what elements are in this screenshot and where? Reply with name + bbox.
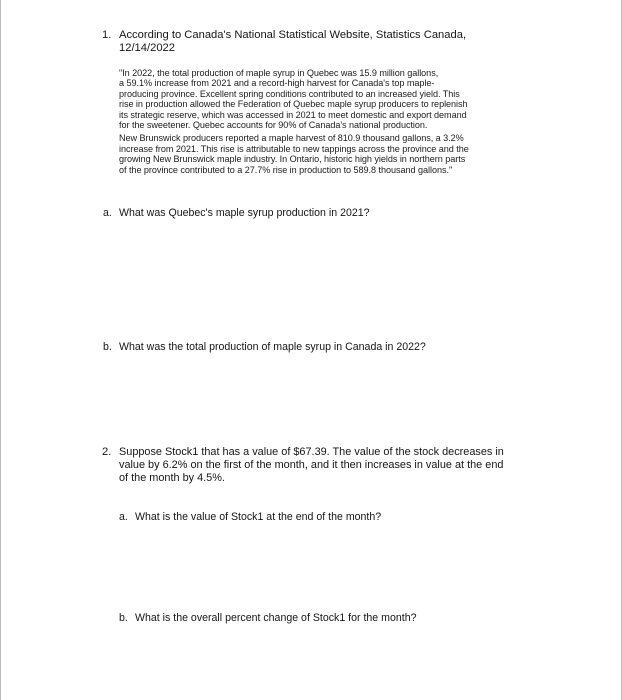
quote-line: a 59.1% increase from 2021 and a record-high harvest for Canada's top maple- [119,78,435,89]
quote-line: rise in production allowed the Federation of Quebec maple syrup producers to replenish [119,99,468,110]
question-1-number: 1. [102,29,112,41]
question-2-line-3: of the month by 4.5%. [119,472,225,484]
question-1a-text: What was Quebec's maple syrup production in 2021? [119,207,370,219]
quote-block [119,68,549,175]
quote-line: New Brunswick producers reported a maple harvest of 810.9 thousand gallons, a 3.2% [119,133,464,144]
quote-line: increase from 2021. This rise is attributable to new tappings across the province and the [119,143,469,154]
question-2a-text: What is the value of Stock1 at the end of the month? [135,511,382,523]
quote-paragraph-2 [119,133,549,175]
question-1-title-line-2: 12/14/2022 [119,42,175,54]
quote-line: of the province contributed to a 27.7% rise in production to 589.8 thousand gallons." [119,164,453,175]
question-1b-letter: b. [103,341,112,353]
quote-line: "In 2022, the total production of maple syrup in Quebec was 15.9 million gallons, [119,68,439,78]
question-1b-text: What was the total production of maple syrup in Canada in 2022? [119,341,426,353]
question-2b-letter: b. [119,612,128,624]
question-2-line-1: Suppose Stock1 that has a value of $67.39. The value of the stock decreases in [119,446,504,458]
question-1-title-line-1: According to Canada's National Statistical Website, Statistics Canada, [119,29,467,41]
question-2b-text: What is the overall percent change of Stock1 for the month? [135,612,417,624]
question-2a-letter: a. [119,511,128,523]
question-2-number: 2. [102,446,112,458]
quote-line: producing province. Excellent spring conditions contributed to an increased yield. This [119,88,460,99]
quote-line: for the sweetener. Quebec accounts for 90% of Canada's national production. [119,120,428,131]
question-1a-letter: a. [103,207,112,219]
quote-line: its strategic reserve, which was accessed in 2021 to meet domestic and export demand [119,109,467,120]
quote-paragraph-1 [119,68,549,130]
question-2-line-2: value by 6.2% on the first of the month, and it then increases in value at the end [119,459,504,471]
quote-line: growing New Brunswick maple industry. In Ontario, historic high yields in northern parts [119,154,466,165]
